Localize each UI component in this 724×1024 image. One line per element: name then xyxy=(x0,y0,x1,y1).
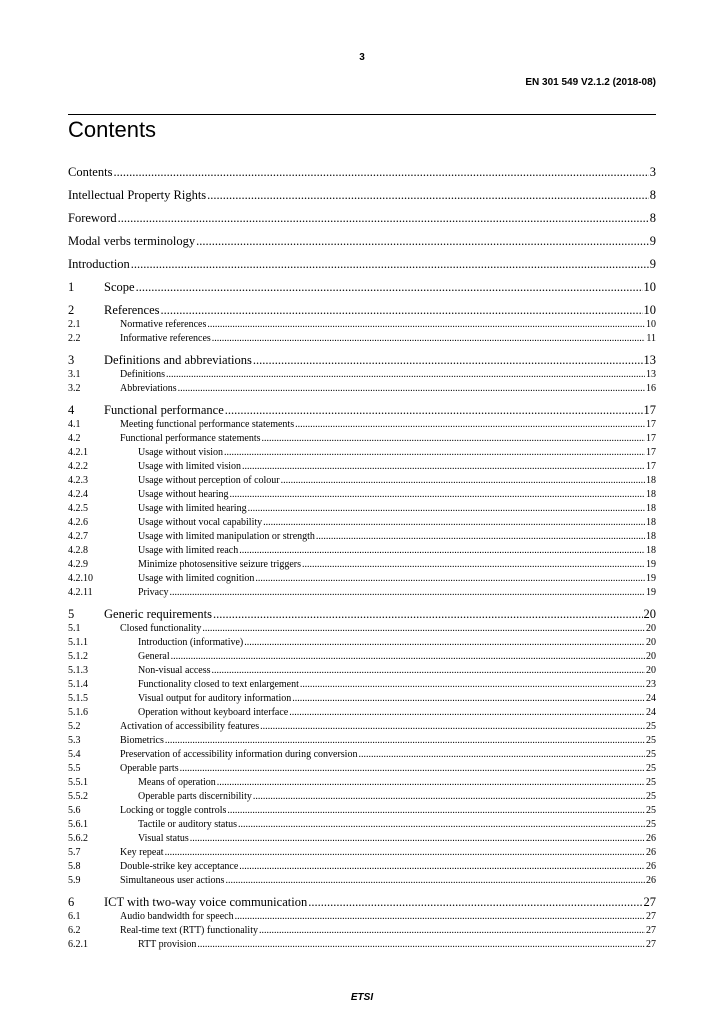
toc-entry-label: Usage with limited hearing xyxy=(138,503,247,514)
toc-entry-label: Usage without vision xyxy=(138,447,223,458)
toc-leader-dots xyxy=(242,462,645,472)
toc-leader-dots xyxy=(255,574,645,584)
toc-leader-dots xyxy=(212,334,646,344)
document-id: EN 301 549 V2.1.2 (2018-08) xyxy=(525,77,656,88)
toc-entry-label: Means of operation xyxy=(138,777,216,788)
toc-entry-label: Visual status xyxy=(138,833,189,844)
toc-entry-page: 25 xyxy=(646,749,656,760)
toc-entry-label: ICT with two-way voice communication xyxy=(104,895,308,909)
toc-leader-dots xyxy=(180,764,645,774)
toc-entry-page: 26 xyxy=(646,847,656,858)
toc-entry-label: Abbreviations xyxy=(120,383,177,394)
toc-entry-label: Privacy xyxy=(138,587,169,598)
toc-entry-number: 5.5.1 xyxy=(68,777,88,788)
toc-entry-label: Tactile or auditory status xyxy=(138,819,237,830)
toc-entry[interactable] xyxy=(68,235,656,248)
toc-entry[interactable] xyxy=(68,666,656,676)
toc-leader-dots xyxy=(239,862,645,872)
toc-entry-page: 17 xyxy=(646,419,656,430)
toc-entry-label: Minimize photosensitive seizure triggers xyxy=(138,559,302,570)
toc-entry-page: 18 xyxy=(646,531,656,542)
toc-entry[interactable] xyxy=(68,258,656,271)
toc-entry[interactable] xyxy=(68,504,656,514)
toc-entry[interactable] xyxy=(68,722,656,732)
footer-etsi: ETSI xyxy=(350,992,374,1003)
toc-entry[interactable] xyxy=(68,354,656,367)
toc-leader-dots xyxy=(196,235,649,248)
toc-entry[interactable] xyxy=(68,848,656,858)
toc-leader-dots xyxy=(302,560,645,570)
toc-entry-number: 5.1.5 xyxy=(68,693,88,704)
toc-leader-dots xyxy=(118,212,649,225)
toc-entry-page: 19 xyxy=(646,587,656,598)
toc-entry-number: 2.1 xyxy=(68,319,81,330)
toc-leader-dots xyxy=(224,448,645,458)
toc-entry-label: Intellectual Property Rights xyxy=(68,188,207,202)
toc-entry-number: 5.1 xyxy=(68,623,81,634)
toc-entry-number: 4.2.10 xyxy=(68,573,93,584)
toc-entry-page: 24 xyxy=(646,707,656,718)
toc-entry-label: Operation without keyboard interface xyxy=(138,707,289,718)
toc-entry-label: Usage with limited cognition xyxy=(138,573,255,584)
toc-entry[interactable] xyxy=(68,490,656,500)
toc-leader-dots xyxy=(225,404,643,417)
toc-entry-label: Definitions xyxy=(120,369,165,380)
toc-entry-number: 4.2.7 xyxy=(68,531,88,542)
toc-leader-dots xyxy=(178,384,645,394)
toc-entry[interactable] xyxy=(68,588,656,598)
toc-entry-page: 25 xyxy=(646,805,656,816)
toc-entry[interactable] xyxy=(68,708,656,718)
toc-entry-page: 20 xyxy=(646,623,656,634)
toc-entry-label: Operable parts xyxy=(120,763,179,774)
toc-entry[interactable] xyxy=(68,820,656,830)
toc-entry-label: Normative references xyxy=(120,319,207,330)
toc-leader-dots xyxy=(260,722,645,732)
toc-entry-number: 3.2 xyxy=(68,383,81,394)
toc-leader-dots xyxy=(136,281,643,294)
toc-entry[interactable] xyxy=(68,404,656,417)
toc-leader-dots xyxy=(244,638,645,648)
toc-entry-page: 27 xyxy=(646,911,656,922)
page-number: 3 xyxy=(359,52,365,63)
toc-entry-page: 17 xyxy=(646,461,656,472)
toc-entry[interactable] xyxy=(68,778,656,788)
toc-entry-label: Introduction (informative) xyxy=(138,637,244,648)
toc-entry[interactable] xyxy=(68,624,656,634)
toc-entry-number: 5.8 xyxy=(68,861,81,872)
toc-entry-page: 24 xyxy=(646,693,656,704)
toc-leader-dots xyxy=(207,189,649,202)
toc-entry-label: General xyxy=(138,651,170,662)
toc-entry[interactable] xyxy=(68,304,656,317)
toc-entry-page: 26 xyxy=(646,875,656,886)
toc-entry-label: Usage without perception of colour xyxy=(138,475,280,486)
toc-leader-dots xyxy=(170,588,645,598)
toc-entry-page: 11 xyxy=(646,333,656,344)
toc-entry-page: 20 xyxy=(646,665,656,676)
toc-entry[interactable] xyxy=(68,281,656,294)
toc-entry-page: 20 xyxy=(643,607,656,621)
toc-leader-dots xyxy=(227,806,645,816)
toc-entry[interactable] xyxy=(68,334,656,344)
toc-entry-number: 4.2.6 xyxy=(68,517,88,528)
toc-leader-dots xyxy=(213,608,643,621)
toc-entry-number: 5.1.4 xyxy=(68,679,88,690)
toc-entry-page: 26 xyxy=(646,833,656,844)
toc-leader-dots xyxy=(207,320,645,330)
toc-entry-label: Visual output for auditory information xyxy=(138,693,292,704)
toc-entry-number: 3 xyxy=(68,353,75,367)
toc-entry[interactable] xyxy=(68,792,656,802)
toc-leader-dots xyxy=(238,820,645,830)
toc-entry-page: 8 xyxy=(649,188,656,202)
toc-entry[interactable] xyxy=(68,638,656,648)
toc-entry[interactable] xyxy=(68,189,656,202)
toc-entry-label: Preservation of accessibility information during conversion xyxy=(120,749,358,760)
toc-entry-page: 18 xyxy=(646,475,656,486)
toc-entry-number: 1 xyxy=(68,280,75,294)
toc-entry[interactable] xyxy=(68,834,656,844)
toc-entry-number: 2.2 xyxy=(68,333,81,344)
toc-entry[interactable] xyxy=(68,434,656,444)
toc-entry-number: 5 xyxy=(68,607,75,621)
toc-entry-page: 25 xyxy=(646,819,656,830)
toc-leader-dots xyxy=(202,624,645,634)
toc-leader-dots xyxy=(230,490,645,500)
toc-entry[interactable] xyxy=(68,862,656,872)
toc-entry-label: References xyxy=(104,303,160,317)
toc-entry-label: Closed functionality xyxy=(120,623,202,634)
toc-entry-label: Functional performance xyxy=(104,403,224,417)
toc-entry-label: Usage with limited reach xyxy=(138,545,239,556)
toc-leader-dots xyxy=(248,504,645,514)
toc-entry-page: 13 xyxy=(646,369,656,380)
toc-entry-number: 5.2 xyxy=(68,721,81,732)
toc-entry-label: Locking or toggle controls xyxy=(120,805,227,816)
toc-leader-dots xyxy=(161,304,643,317)
toc-entry-label: Scope xyxy=(104,280,135,294)
toc-entry-page: 19 xyxy=(646,559,656,570)
toc-entry-label: Informative references xyxy=(120,333,211,344)
toc-entry[interactable] xyxy=(68,750,656,760)
toc-entry-label: Audio bandwidth for speech xyxy=(120,911,234,922)
toc-entry[interactable] xyxy=(68,560,656,570)
toc-entry-label: Biometrics xyxy=(120,735,164,746)
toc-entry-number: 4.2.3 xyxy=(68,475,88,486)
toc-entry-page: 27 xyxy=(646,939,656,950)
toc-leader-dots xyxy=(308,896,642,909)
toc-entry-number: 5.5.2 xyxy=(68,791,88,802)
toc-entry-page: 10 xyxy=(643,280,656,294)
toc-entry-number: 4.2.2 xyxy=(68,461,88,472)
toc-entry-page: 17 xyxy=(646,433,656,444)
toc-entry-page: 9 xyxy=(649,257,656,271)
toc-leader-dots xyxy=(165,736,645,746)
toc-entry[interactable] xyxy=(68,462,656,472)
toc-entry-number: 6.1 xyxy=(68,911,81,922)
toc-leader-dots xyxy=(217,778,645,788)
toc-entry-number: 5.6.1 xyxy=(68,819,88,830)
toc-entry-label: Contents xyxy=(68,165,113,179)
toc-entry-page: 3 xyxy=(649,165,656,179)
toc-entry[interactable] xyxy=(68,320,656,330)
toc-entry-label: Activation of accessibility features xyxy=(120,721,260,732)
toc-entry-page: 9 xyxy=(649,234,656,248)
toc-entry-page: 10 xyxy=(646,319,656,330)
toc-entry-label: Key repeat xyxy=(120,847,164,858)
toc-entry[interactable] xyxy=(68,166,656,179)
toc-entry-number: 5.1.2 xyxy=(68,651,88,662)
toc-entry[interactable] xyxy=(68,876,656,886)
toc-entry-number: 5.1.3 xyxy=(68,665,88,676)
toc-entry-label: Introduction xyxy=(68,257,130,271)
toc-entry[interactable] xyxy=(68,532,656,542)
toc-entry-label: Modal verbs terminology xyxy=(68,234,196,248)
toc-entry-label: Usage with limited manipulation or strength xyxy=(138,531,315,542)
toc-entry-number: 5.3 xyxy=(68,735,81,746)
toc-entry[interactable] xyxy=(68,212,656,225)
toc-entry-label: Double-strike key acceptance xyxy=(120,861,239,872)
toc-entry-number: 4 xyxy=(68,403,75,417)
toc-entry-number: 6.2 xyxy=(68,925,81,936)
toc-leader-dots xyxy=(131,258,649,271)
toc-entry-page: 27 xyxy=(643,895,656,909)
toc-entry-label: Functional performance statements xyxy=(120,433,261,444)
toc-entry-page: 19 xyxy=(646,573,656,584)
toc-entry[interactable] xyxy=(68,608,656,621)
toc-leader-dots xyxy=(225,876,645,886)
toc-entry-number: 5.1.6 xyxy=(68,707,88,718)
toc-entry-number: 3.1 xyxy=(68,369,81,380)
toc-entry-number: 6.2.1 xyxy=(68,939,88,950)
toc-leader-dots xyxy=(263,518,645,528)
toc-entry[interactable] xyxy=(68,736,656,746)
toc-entry-page: 20 xyxy=(646,651,656,662)
toc-entry[interactable] xyxy=(68,448,656,458)
toc-leader-dots xyxy=(171,652,645,662)
toc-entry-page: 10 xyxy=(643,303,656,317)
toc-entry[interactable] xyxy=(68,370,656,380)
toc-entry-page: 25 xyxy=(646,763,656,774)
toc-entry-number: 5.1.1 xyxy=(68,637,88,648)
toc-entry[interactable] xyxy=(68,926,656,936)
toc-entry[interactable] xyxy=(68,680,656,690)
toc-entry-label: Meeting functional performance statements xyxy=(120,419,295,430)
toc-leader-dots xyxy=(253,354,643,367)
toc-entry-label: Generic requirements xyxy=(104,607,212,621)
toc-leader-dots xyxy=(292,694,645,704)
toc-entry-page: 18 xyxy=(646,545,656,556)
toc-entry-label: Real-time text (RTT) functionality xyxy=(120,925,258,936)
toc-entry[interactable] xyxy=(68,574,656,584)
toc-entry[interactable] xyxy=(68,912,656,922)
toc-entry-page: 27 xyxy=(646,925,656,936)
toc-entry-page: 8 xyxy=(649,211,656,225)
toc-entry-number: 5.6.2 xyxy=(68,833,88,844)
toc-leader-dots xyxy=(235,912,645,922)
toc-entry-page: 17 xyxy=(646,447,656,458)
toc-entry[interactable] xyxy=(68,384,656,394)
toc-entry[interactable] xyxy=(68,518,656,528)
toc-entry-label: Non-visual access xyxy=(138,665,211,676)
toc-leader-dots xyxy=(190,834,645,844)
toc-entry-page: 18 xyxy=(646,517,656,528)
toc-entry-label: Operable parts discernibility xyxy=(138,791,252,802)
toc-entry-number: 5.9 xyxy=(68,875,81,886)
toc-entry-page: 25 xyxy=(646,735,656,746)
toc-entry-label: Definitions and abbreviations xyxy=(104,353,252,367)
toc-entry[interactable] xyxy=(68,652,656,662)
toc-leader-dots xyxy=(197,940,645,950)
toc-leader-dots xyxy=(358,750,645,760)
toc-leader-dots xyxy=(300,680,645,690)
page-title: Contents xyxy=(68,117,157,142)
toc-entry-page: 16 xyxy=(646,383,656,394)
toc-leader-dots xyxy=(281,476,645,486)
toc-entry-page: 25 xyxy=(646,791,656,802)
toc-entry-page: 17 xyxy=(643,403,656,417)
toc-leader-dots xyxy=(259,926,645,936)
toc-entry-number: 4.2.8 xyxy=(68,545,88,556)
toc-entry[interactable] xyxy=(68,896,656,909)
toc-entry-number: 4.2 xyxy=(68,433,81,444)
toc-entry-label: Functionality closed to text enlargement xyxy=(138,679,299,690)
toc-entry-number: 4.2.9 xyxy=(68,559,88,570)
toc-leader-dots xyxy=(166,370,645,380)
toc-entry-number: 4.2.4 xyxy=(68,489,88,500)
toc-entry-number: 2 xyxy=(68,303,75,317)
toc-leader-dots xyxy=(289,708,645,718)
toc-leader-dots xyxy=(262,434,645,444)
toc-leader-dots xyxy=(165,848,645,858)
toc-leader-dots xyxy=(253,792,645,802)
toc-leader-dots xyxy=(295,420,645,430)
toc-entry[interactable] xyxy=(68,806,656,816)
toc-entry-page: 18 xyxy=(646,503,656,514)
toc-leader-dots xyxy=(316,532,645,542)
toc-entry-page: 25 xyxy=(646,721,656,732)
toc-entry-label: Usage with limited vision xyxy=(138,461,242,472)
toc-entry[interactable] xyxy=(68,546,656,556)
toc-entry-page: 13 xyxy=(643,353,656,367)
toc-entry-page: 25 xyxy=(646,777,656,788)
toc-entry-page: 23 xyxy=(646,679,656,690)
toc-leader-dots xyxy=(211,666,645,676)
toc-entry-number: 4.2.11 xyxy=(68,587,93,598)
toc-entry-label: Usage without hearing xyxy=(138,489,229,500)
toc-entry[interactable] xyxy=(68,476,656,486)
toc-entry-number: 5.6 xyxy=(68,805,81,816)
toc-entry[interactable] xyxy=(68,420,656,430)
toc-entry[interactable] xyxy=(68,764,656,774)
toc-entry-label: Simultaneous user actions xyxy=(120,875,225,886)
toc-entry-number: 4.1 xyxy=(68,419,81,430)
toc-entry-number: 4.2.5 xyxy=(68,503,88,514)
toc-entry-page: 26 xyxy=(646,861,656,872)
toc-entry-label: Usage without vocal capability xyxy=(138,517,263,528)
toc-entry-number: 5.7 xyxy=(68,847,81,858)
toc-entry-label: RTT provision xyxy=(138,939,197,950)
toc-leader-dots xyxy=(113,166,648,179)
toc-entry[interactable] xyxy=(68,694,656,704)
toc-entry[interactable] xyxy=(68,940,656,950)
toc-entry-page: 18 xyxy=(646,489,656,500)
toc-entry-number: 5.4 xyxy=(68,749,81,760)
toc-entry-number: 6 xyxy=(68,895,75,909)
toc-entry-number: 5.5 xyxy=(68,763,81,774)
toc-entry-number: 4.2.1 xyxy=(68,447,88,458)
toc-leader-dots xyxy=(239,546,645,556)
toc-entry-page: 20 xyxy=(646,637,656,648)
toc-entry-label: Foreword xyxy=(68,211,117,225)
